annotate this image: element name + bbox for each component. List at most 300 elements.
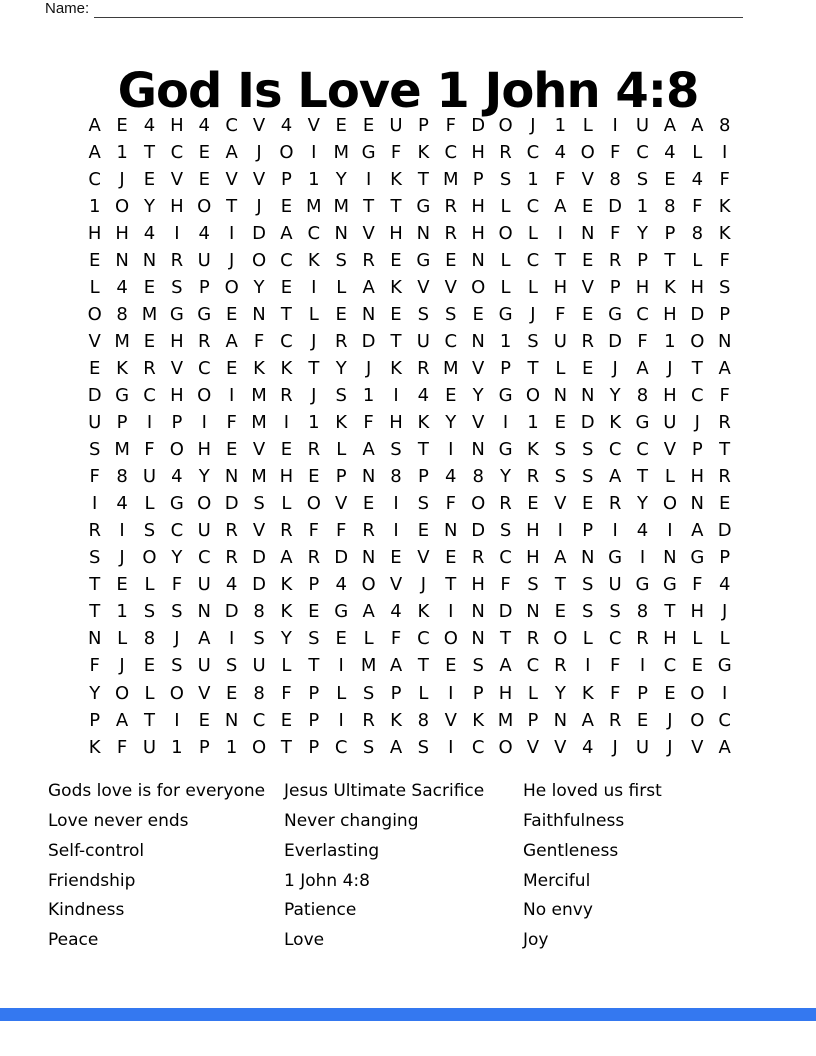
- grid-letter: O: [306, 493, 321, 515]
- grid-letter: R: [170, 249, 184, 271]
- grid-letter: D: [224, 601, 239, 623]
- grid-letter: H: [170, 114, 184, 136]
- grid-letter: R: [444, 195, 458, 217]
- grid-letter: H: [389, 412, 403, 434]
- grid-letter: 8: [390, 466, 402, 488]
- grid-letter: D: [690, 303, 705, 325]
- grid-letter: P: [637, 249, 648, 271]
- grid-letter: I: [448, 439, 454, 461]
- grid-letter: L: [281, 655, 292, 677]
- grid-letter: I: [338, 709, 344, 731]
- grid-letter: T: [89, 574, 101, 596]
- grid-letter: G: [361, 141, 376, 163]
- grid-letter: L: [500, 195, 511, 217]
- grid-letter: K: [390, 709, 402, 731]
- grid-letter: R: [608, 709, 622, 731]
- grid-letter: P: [390, 682, 402, 704]
- grid-letter: S: [143, 601, 156, 623]
- grid-letter: E: [636, 709, 649, 731]
- grid-letter: O: [690, 330, 705, 352]
- grid-letter: C: [526, 141, 540, 163]
- grid-letter: 8: [253, 682, 265, 704]
- grid-letter: D: [471, 114, 486, 136]
- grid-letter: Y: [500, 466, 512, 488]
- grid-letter: A: [389, 736, 403, 758]
- grid-letter: C: [608, 628, 622, 650]
- grid-letter: G: [498, 303, 513, 325]
- grid-letter: V: [252, 114, 266, 136]
- grid-letter: 4: [445, 466, 457, 488]
- grid-letter: D: [608, 330, 623, 352]
- grid-letter: S: [171, 655, 183, 677]
- grid-letter: T: [500, 628, 512, 650]
- grid-letter: 1: [527, 168, 539, 190]
- grid-letter: L: [664, 466, 675, 488]
- grid-letter: L: [89, 276, 100, 298]
- footer-bar: [0, 1008, 816, 1021]
- word-list-item: Joy: [523, 930, 549, 951]
- grid-letter: T: [308, 357, 320, 379]
- grid-letter: M: [333, 141, 349, 163]
- grid-letter: V: [225, 168, 238, 190]
- grid-letter: R: [526, 466, 540, 488]
- grid-letter: 4: [143, 114, 156, 136]
- grid-letter: E: [582, 357, 594, 379]
- grid-letter: Y: [143, 195, 155, 217]
- grid-letter: C: [252, 709, 266, 731]
- grid-letter: F: [390, 628, 402, 650]
- grid-letter: G: [608, 303, 623, 325]
- grid-letter: F: [719, 168, 730, 190]
- grid-letter: 4: [335, 574, 347, 596]
- grid-letter: O: [690, 682, 705, 704]
- grid-letter: U: [389, 114, 403, 136]
- grid-letter: T: [280, 736, 292, 758]
- grid-letter: Y: [637, 493, 648, 515]
- grid-letter: R: [444, 222, 458, 244]
- grid-letter: U: [88, 412, 102, 434]
- grid-letter: L: [144, 493, 155, 515]
- grid-letter: G: [635, 412, 650, 434]
- grid-letter: E: [554, 412, 567, 434]
- word-list-item: Kindness: [48, 900, 125, 921]
- grid-letter: L: [582, 114, 593, 136]
- grid-letter: G: [690, 547, 705, 569]
- grid-letter: S: [417, 736, 430, 758]
- grid-letter: G: [498, 384, 513, 406]
- grid-letter: S: [362, 736, 375, 758]
- word-list-item: No envy: [523, 900, 593, 921]
- grid-letter: 8: [116, 303, 128, 325]
- grid-letter: K: [718, 222, 731, 244]
- grid-letter: V: [198, 682, 211, 704]
- grid-letter: E: [417, 520, 430, 542]
- grid-letter: V: [663, 439, 677, 461]
- grid-letter: T: [664, 249, 676, 271]
- grid-letter: I: [448, 601, 454, 623]
- grid-letter: T: [280, 303, 292, 325]
- grid-letter: 8: [116, 466, 128, 488]
- grid-letter: R: [280, 520, 293, 542]
- grid-letter: I: [667, 520, 673, 542]
- grid-letter: O: [471, 493, 486, 515]
- grid-letter: C: [526, 655, 540, 677]
- grid-letter: 1: [116, 141, 128, 163]
- grid-letter: T: [417, 439, 429, 461]
- grid-letter: R: [499, 141, 512, 163]
- grid-letter: I: [146, 412, 153, 434]
- grid-letter: E: [225, 439, 238, 461]
- grid-letter: N: [252, 303, 266, 325]
- grid-letter: G: [169, 493, 184, 515]
- grid-letter: T: [554, 574, 566, 596]
- grid-letter: N: [717, 330, 732, 352]
- grid-letter: I: [174, 709, 180, 731]
- grid-letter: P: [472, 682, 484, 704]
- grid-letter: J: [667, 357, 673, 379]
- grid-letter: 4: [390, 601, 402, 623]
- grid-letter: O: [471, 276, 486, 298]
- grid-letter: A: [581, 709, 594, 731]
- grid-letter: O: [443, 628, 458, 650]
- grid-letter: 4: [225, 574, 238, 596]
- grid-letter: H: [471, 195, 485, 217]
- grid-letter: 1: [636, 195, 649, 217]
- grid-letter: R: [362, 249, 375, 271]
- grid-letter: P: [417, 114, 429, 136]
- grid-letter: I: [393, 493, 399, 515]
- grid-letter: J: [228, 249, 235, 271]
- grid-letter: O: [251, 736, 267, 758]
- grid-letter: V: [335, 493, 348, 515]
- grid-letter: E: [89, 249, 101, 271]
- grid-letter: E: [582, 493, 594, 515]
- grid-letter: G: [635, 574, 650, 596]
- grid-letter: C: [718, 709, 731, 731]
- grid-letter: V: [472, 357, 485, 379]
- grid-letter: E: [664, 682, 676, 704]
- grid-letter: F: [692, 574, 703, 596]
- grid-letter: 1: [664, 330, 676, 352]
- grid-letter: Y: [280, 628, 292, 650]
- grid-letter: A: [280, 547, 293, 569]
- grid-letter: F: [609, 141, 621, 163]
- grid-letter: C: [197, 547, 211, 569]
- grid-letter: T: [143, 709, 155, 731]
- grid-letter: L: [117, 628, 128, 650]
- grid-letter: C: [417, 628, 430, 650]
- grid-letter: J: [174, 628, 180, 650]
- grid-letter: A: [554, 195, 567, 217]
- grid-letter: A: [362, 601, 375, 623]
- word-list-column: [523, 777, 662, 956]
- grid-letter: E: [225, 357, 238, 379]
- grid-letter: N: [580, 547, 595, 569]
- word-list-item: Everlasting: [284, 840, 380, 861]
- grid-letter: L: [582, 628, 593, 650]
- grid-letter: H: [498, 682, 513, 704]
- grid-letter: R: [718, 412, 731, 434]
- grid-letter: E: [664, 168, 676, 190]
- grid-letter: 4: [582, 736, 594, 758]
- grid-letter: M: [114, 330, 130, 352]
- word-list-item: Friendship: [48, 870, 136, 891]
- grid-letter: Y: [335, 357, 347, 379]
- grid-letter: D: [252, 547, 266, 569]
- grid-letter: T: [89, 601, 101, 623]
- grid-letter: V: [444, 276, 457, 298]
- grid-letter: 8: [143, 628, 156, 650]
- grid-letter: O: [498, 736, 513, 758]
- grid-letter: L: [336, 439, 347, 461]
- grid-letter: K: [609, 412, 622, 434]
- grid-letter: M: [141, 303, 158, 325]
- grid-letter: F: [445, 114, 456, 136]
- grid-letter: E: [554, 601, 567, 623]
- grid-letter: K: [417, 601, 430, 623]
- grid-letter: C: [636, 141, 649, 163]
- grid-letter: T: [308, 655, 320, 677]
- grid-letter: H: [115, 222, 129, 244]
- grid-letter: 4: [198, 222, 210, 244]
- grid-letter: K: [280, 574, 293, 596]
- grid-letter: N: [471, 628, 485, 650]
- grid-letter: V: [362, 222, 375, 244]
- grid-letter: I: [119, 520, 125, 542]
- grid-letter: L: [692, 249, 703, 271]
- grid-letter: L: [144, 574, 155, 596]
- grid-letter: I: [338, 655, 344, 677]
- grid-letter: O: [580, 141, 595, 163]
- grid-letter: C: [280, 330, 293, 352]
- grid-letter: C: [225, 114, 238, 136]
- grid-letter: H: [170, 384, 184, 406]
- grid-letter: J: [256, 195, 262, 217]
- grid-letter: C: [526, 249, 540, 271]
- grid-letter: L: [336, 276, 347, 298]
- grid-letter: E: [582, 303, 594, 325]
- grid-letter: E: [143, 276, 156, 298]
- grid-letter: D: [471, 520, 486, 542]
- grid-letter: R: [362, 709, 375, 731]
- grid-letter: M: [251, 412, 267, 434]
- grid-letter: E: [280, 709, 293, 731]
- grid-letter: I: [557, 222, 563, 244]
- grid-letter: R: [417, 357, 430, 379]
- grid-letter: C: [170, 520, 184, 542]
- grid-letter: M: [251, 466, 267, 488]
- grid-letter: 8: [253, 601, 265, 623]
- grid-letter: E: [198, 141, 210, 163]
- word-list-item: Patience: [284, 900, 357, 921]
- grid-letter: I: [311, 276, 317, 298]
- grid-letter: 4: [664, 141, 676, 163]
- grid-letter: M: [306, 195, 322, 217]
- grid-letter: P: [89, 709, 101, 731]
- grid-letter: D: [224, 493, 239, 515]
- grid-letter: Y: [89, 682, 101, 704]
- grid-letter: 4: [691, 168, 704, 190]
- grid-letter: H: [471, 574, 485, 596]
- grid-letter: U: [197, 520, 211, 542]
- grid-letter: 8: [636, 384, 649, 406]
- grid-letter: M: [497, 709, 514, 731]
- grid-letter: P: [691, 439, 703, 461]
- grid-letter: 1: [308, 168, 320, 190]
- grid-letter: T: [226, 195, 238, 217]
- grid-letter: C: [88, 168, 101, 190]
- grid-letter: 8: [718, 114, 731, 136]
- grid-letter: J: [694, 412, 700, 434]
- grid-letter: H: [663, 628, 677, 650]
- grid-letter: C: [334, 736, 348, 758]
- grid-letter: P: [198, 276, 210, 298]
- grid-letter: S: [143, 520, 156, 542]
- grid-letter: H: [663, 384, 677, 406]
- grid-letter: 1: [554, 114, 567, 136]
- grid-letter: G: [115, 384, 130, 406]
- word-list-column: [284, 777, 523, 956]
- grid-letter: N: [361, 547, 376, 569]
- grid-letter: F: [555, 168, 566, 190]
- grid-letter: Y: [554, 682, 566, 704]
- grid-letter: E: [390, 547, 402, 569]
- grid-letter: N: [87, 628, 102, 650]
- grid-letter: F: [719, 384, 730, 406]
- grid-letter: V: [554, 736, 567, 758]
- grid-letter: K: [116, 357, 128, 379]
- grid-letter: P: [527, 709, 539, 731]
- grid-letter: F: [692, 195, 703, 217]
- grid-letter: L: [719, 628, 730, 650]
- grid-letter: E: [335, 303, 347, 325]
- grid-letter: E: [143, 655, 156, 677]
- grid-letter: O: [169, 682, 184, 704]
- grid-letter: I: [365, 168, 372, 190]
- grid-letter: A: [718, 357, 731, 379]
- grid-letter: N: [471, 249, 485, 271]
- grid-letter: K: [390, 276, 402, 298]
- word-list-item: Gods love is for everyone: [48, 781, 266, 801]
- grid-letter: R: [362, 520, 375, 542]
- grid-letter: C: [307, 222, 321, 244]
- grid-letter: S: [527, 574, 539, 596]
- grid-letter: H: [635, 276, 650, 298]
- grid-letter: F: [500, 574, 511, 596]
- grid-letter: K: [280, 357, 293, 379]
- grid-letter: R: [526, 628, 540, 650]
- grid-letter: 4: [116, 493, 128, 515]
- grid-letter: T: [390, 195, 402, 217]
- grid-letter: 1: [171, 736, 183, 758]
- grid-letter: P: [719, 303, 731, 325]
- grid-letter: E: [362, 493, 375, 515]
- grid-letter: L: [308, 303, 319, 325]
- grid-letter: 8: [664, 195, 676, 217]
- grid-letter: Y: [445, 412, 457, 434]
- grid-letter: 1: [225, 736, 238, 758]
- grid-letter: U: [663, 412, 677, 434]
- grid-letter: Y: [637, 222, 648, 244]
- grid-letter: S: [554, 439, 567, 461]
- grid-letter: T: [390, 330, 402, 352]
- grid-letter: O: [169, 439, 184, 461]
- grid-letter: U: [608, 574, 622, 596]
- grid-letter: M: [251, 384, 267, 406]
- grid-letter: O: [498, 222, 513, 244]
- grid-letter: 4: [636, 520, 649, 542]
- grid-letter: O: [553, 628, 568, 650]
- grid-letter: I: [557, 520, 563, 542]
- grid-letter: F: [445, 493, 456, 515]
- page-title: God Is Love 1 John 4:8: [117, 63, 699, 120]
- grid-letter: I: [228, 628, 235, 650]
- grid-letter: 4: [417, 384, 430, 406]
- grid-letter: E: [335, 628, 347, 650]
- grid-letter: C: [444, 141, 458, 163]
- grid-letter: A: [115, 709, 129, 731]
- grid-letter: A: [608, 466, 622, 488]
- grid-letter: Y: [253, 276, 265, 298]
- grid-letter: P: [308, 709, 320, 731]
- grid-letter: K: [527, 439, 539, 461]
- word-list-item: Jesus Ultimate Sacrifice: [284, 781, 485, 801]
- grid-letter: O: [525, 384, 541, 406]
- grid-letter: E: [116, 114, 128, 136]
- grid-letter: C: [663, 655, 677, 677]
- grid-letter: N: [663, 547, 677, 569]
- grid-letter: C: [170, 141, 184, 163]
- grid-letter: A: [88, 114, 101, 136]
- grid-letter: R: [499, 493, 512, 515]
- grid-letter: J: [119, 168, 125, 190]
- grid-letter: K: [335, 412, 348, 434]
- grid-letter: S: [253, 628, 265, 650]
- grid-letter: S: [582, 601, 594, 623]
- grid-letter: L: [363, 628, 374, 650]
- grid-letter: K: [581, 682, 594, 704]
- grid-letter: L: [692, 628, 703, 650]
- grid-letter: A: [499, 655, 512, 677]
- grid-letter: S: [417, 303, 430, 325]
- grid-letter: 8: [636, 601, 649, 623]
- grid-letter: M: [333, 195, 349, 217]
- grid-letter: N: [553, 709, 568, 731]
- grid-letter: I: [612, 520, 618, 542]
- grid-letter: A: [636, 357, 649, 379]
- grid-letter: E: [691, 655, 703, 677]
- grid-letter: V: [252, 520, 266, 542]
- letter-grid: [81, 112, 738, 761]
- grid-letter: 1: [308, 412, 320, 434]
- grid-letter: H: [471, 222, 485, 244]
- grid-letter: J: [530, 303, 536, 325]
- grid-letter: M: [443, 168, 459, 190]
- grid-letter: G: [197, 303, 212, 325]
- grid-letter: V: [170, 168, 184, 190]
- grid-letter: H: [526, 547, 540, 569]
- grid-letter: S: [171, 601, 183, 623]
- grid-letter: R: [581, 330, 594, 352]
- grid-letter: N: [361, 466, 376, 488]
- grid-letter: G: [334, 601, 349, 623]
- grid-letter: T: [445, 574, 457, 596]
- grid-letter: A: [225, 330, 238, 352]
- grid-letter: I: [612, 114, 618, 136]
- grid-letter: 1: [499, 330, 512, 352]
- grid-letter: I: [283, 412, 290, 434]
- grid-letter: D: [252, 222, 266, 244]
